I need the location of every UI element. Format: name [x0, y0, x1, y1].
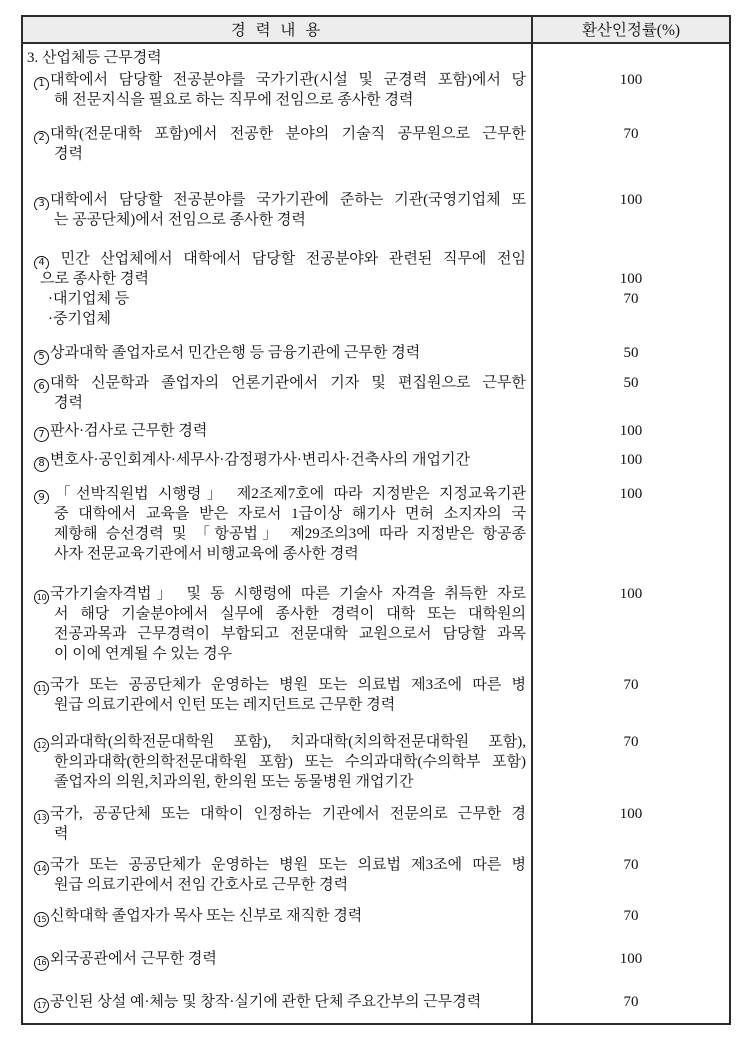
circled-number: 2: [34, 131, 49, 145]
career-text-cell: [23, 971, 531, 1024]
career-text-line: 12 의과대학(의학전문대학원 포함), 치과대학(치의학전문대학원 포함),: [23, 732, 526, 752]
career-text-line: 1 대학에서 담당할 전공분야를 국가기관(시설 및 군경력 포함)에서 당: [23, 70, 526, 90]
circled-number: 4: [34, 256, 49, 270]
circled-number: 10: [34, 590, 49, 604]
rate-cell: [531, 564, 729, 664]
career-text-line: 력: [54, 825, 69, 842]
career-text-line: 5 상과대학 졸업자로서 민간은행 등 금융기관에 근무한 경력: [23, 343, 526, 365]
rate-value: 100: [619, 585, 643, 602]
circled-number: 6: [34, 379, 49, 393]
header-conversion-rate: 환산인정률(%): [531, 17, 729, 42]
career-text-cell: [23, 413, 531, 443]
rate-cell: [531, 715, 729, 792]
rate-cell: [531, 895, 729, 928]
career-text-cell: [23, 715, 531, 792]
rate-value: 70: [623, 907, 639, 924]
rate-cell: [531, 971, 729, 1024]
table-header-row: [23, 17, 729, 44]
table-row: [23, 230, 729, 329]
table-row: [23, 472, 729, 564]
career-text-cell: [23, 927, 531, 971]
header-career-content: 경 력 내 용: [230, 22, 324, 39]
rate-value: 50: [623, 345, 639, 361]
rate-cell: [531, 792, 729, 844]
table-row: [23, 895, 729, 928]
career-text-line: ·대기업체 등: [48, 291, 130, 307]
table-row: [23, 792, 729, 844]
table-row: [23, 715, 729, 792]
career-text-line: 졸업자의 의원,치과의원, 한의원 또는 동물병원 개업기간: [54, 773, 414, 790]
table-row: [23, 971, 729, 1024]
table-row: [23, 164, 729, 230]
rate-cell: [531, 329, 729, 365]
table-row: [23, 68, 729, 110]
career-text-cell: [23, 68, 531, 110]
table-row: [23, 365, 729, 413]
circled-number: 5: [34, 350, 49, 365]
rate-cell: [531, 927, 729, 971]
career-text-line: 으로 종사한 경력: [40, 271, 149, 287]
career-text-cell: [23, 895, 531, 928]
rate-cell: [531, 164, 729, 230]
rate-value: 100: [619, 805, 643, 822]
rate-value: 100: [619, 951, 643, 967]
rate-cell: [531, 110, 729, 164]
career-text-line: 14 국가 또는 공공단체가 운영하는 병원 또는 의료법 제3조에 따른 병: [23, 855, 526, 875]
table-row: [23, 664, 729, 715]
career-text-line: 3. 산업체등 근무경력: [27, 50, 162, 66]
career-text-line: 서 해당 기술분야에서 실무에 종사한 경력이 대학 또는 대학원의: [54, 605, 526, 622]
circled-number: 1: [34, 77, 49, 91]
career-text-line: 이 이에 연계될 수 있는 경우: [54, 645, 233, 662]
rate-value: 70: [623, 733, 639, 750]
career-text-cell: [23, 44, 531, 68]
rate-cell: [531, 413, 729, 443]
career-text-line: 해 전문지식을 필요로 하는 직무에 전임으로 종사한 경력: [54, 92, 414, 108]
career-text-line: 13 국가, 공공단체 또는 대학이 인정하는 기관에서 전문의로 근무한 경: [23, 804, 526, 824]
career-text-line: 4 민간 산업체에서 대학에서 담당할 전공분야와 관련된 직무에 전임: [23, 249, 526, 269]
rate-cell: [531, 365, 729, 413]
career-text-line: 전공과목과 근무경력이 부합되고 전문대학 교원으로서 담당할 과목: [54, 625, 526, 642]
career-text-line: 8 변호사·공인회계사·세무사·감정평가사·변리사·건축사의 개업기간: [23, 450, 526, 472]
rate-value: 100: [619, 422, 643, 439]
career-text-line: 원급 의료기관에서 인턴 또는 레지던트로 근무한 경력: [54, 696, 396, 713]
career-text-cell: [23, 844, 531, 895]
table-row: [23, 442, 729, 472]
rate-cell: [531, 442, 729, 472]
career-text-line: 16 외국공관에서 근무한 경력: [23, 949, 526, 971]
career-text-line: 원급 의료기관에서 전임 간호사로 근무한 경력: [54, 876, 349, 893]
rate-cell: [531, 664, 729, 715]
career-text-line: 7 판사·검사로 근무한 경력: [23, 421, 526, 443]
career-text-cell: [23, 564, 531, 664]
career-text-cell: [23, 472, 531, 564]
rate-cell: [531, 844, 729, 895]
rate-cell: [531, 68, 729, 110]
career-text-line: 경력: [54, 146, 83, 162]
career-text-line: 10 국가기술자격법」 및 동 시행령에 따른 기술사 자격을 취득한 자로: [23, 584, 526, 604]
career-text-line: 중 대학에서 교육을 받은 자로서 1급이상 해기사 면허 소지자의 국: [54, 505, 526, 522]
circled-number: 13: [34, 810, 49, 824]
rate-value: 100: [619, 192, 643, 208]
career-text-line: 9 「선박직원법 시행령」 제2조제7호에 따라 지정받은 지정교육기관: [23, 484, 526, 504]
career-text-cell: [23, 442, 531, 472]
circled-number: 3: [34, 197, 49, 211]
rate-value: 100: [619, 452, 643, 468]
table-row: [23, 413, 729, 443]
table-row: [23, 110, 729, 164]
career-text-line: 사자 전문교육기관에서 비행교육에 종사한 경력: [54, 545, 359, 562]
table-row: [23, 844, 729, 895]
circled-number: 7: [34, 427, 49, 442]
career-text-line: 한의과대학(한의학전문대학원 포함) 또는 수의과대학(수의학부 포함): [54, 753, 526, 770]
career-text-line: 2 대학(전문대학 포함)에서 전공한 분야의 기술직 공무원으로 근무한: [23, 124, 526, 144]
table-row: [23, 927, 729, 971]
career-text-cell: [23, 164, 531, 230]
rate-value: 100: [619, 485, 643, 502]
career-text-line: 제항해 승선경력 및 「항공법」 제29조의3에 따라 지정받은 항공종: [54, 525, 526, 542]
career-text-line: ·중기업체: [48, 311, 111, 327]
circled-number: 14: [34, 861, 49, 875]
career-text-line: 15 신학대학 졸업자가 목사 또는 신부로 재직한 경력: [23, 906, 526, 928]
table-body: [23, 44, 729, 1023]
career-text-cell: [23, 230, 531, 329]
rate-value: 70: [623, 993, 639, 1010]
circled-number: 8: [34, 457, 49, 472]
rate-value: 70: [623, 676, 639, 693]
rate-value: 70: [623, 856, 639, 873]
career-table: [21, 15, 731, 1025]
circled-number: 11: [34, 681, 49, 695]
circled-number: 16: [34, 956, 49, 971]
rate-cell: [531, 230, 729, 329]
career-text-cell: [23, 110, 531, 164]
career-text-line: 17 공인된 상설 예·체능 및 창작·실기에 관한 단체 주요간부의 근무경력: [23, 992, 526, 1014]
career-text-line: 6 대학 신문학과 졸업자의 언론기관에서 기자 및 편집원으로 근무한: [23, 373, 526, 393]
career-text-line: 경력: [54, 394, 83, 411]
rate-value: 70: [623, 126, 639, 142]
career-text-cell: [23, 664, 531, 715]
career-text-cell: [23, 365, 531, 413]
rate-cell: [531, 472, 729, 564]
circled-number: 15: [34, 912, 49, 927]
career-text-line: 3 대학에서 담당할 전공분야를 국가기관에 준하는 기관(국영기업체 또: [23, 190, 526, 210]
career-text-line: 11 국가 또는 공공단체가 운영하는 병원 또는 의료법 제3조에 따른 병: [23, 675, 526, 695]
rate-cell: [531, 44, 729, 68]
table-row: [23, 329, 729, 365]
rate-value: 100: [619, 72, 643, 88]
circled-number: 9: [34, 490, 49, 504]
career-text-line: 는 공공단체)에서 전임으로 종사한 경력: [54, 212, 306, 228]
table-row: [23, 564, 729, 664]
career-text-cell: [23, 329, 531, 365]
rate-value: 70: [623, 291, 639, 307]
table-row: [23, 44, 729, 68]
circled-number: 12: [34, 738, 49, 752]
rate-value: 50: [623, 374, 639, 391]
career-text-cell: [23, 792, 531, 844]
rate-value: 100: [619, 271, 643, 287]
circled-number: 17: [34, 998, 49, 1013]
